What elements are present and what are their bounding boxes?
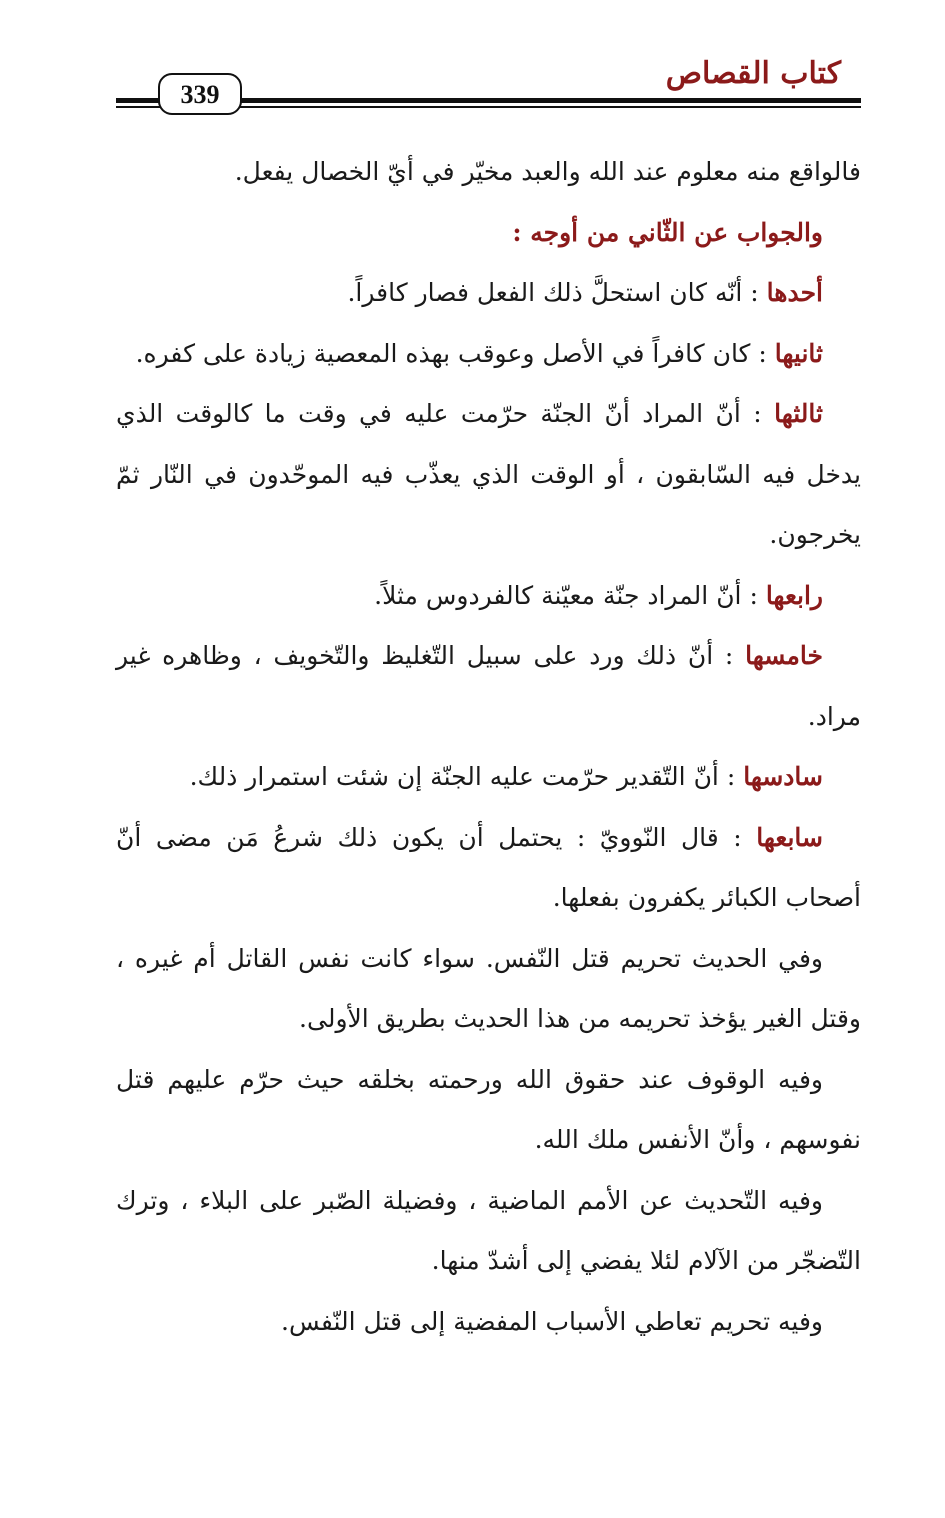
paragraph-text: : أنّه كان استحلَّ ذلك الفعل فصار كافراً. — [347, 278, 767, 307]
page-number: 339 — [158, 73, 242, 115]
paragraph-text: فالواقع منه معلوم عند الله والعبد مخيّر في أيّ الخصال يفعل. — [234, 157, 861, 186]
page-body — [116, 142, 861, 1352]
paragraph-text: : قال النّوويّ : يحتمل أن يكون ذلك شرعُ مَن مضى أنّ أصحاب الكبائر يكفرون بفعلها. — [116, 822, 861, 912]
item-label: رابعها — [765, 580, 823, 610]
paragraph-8 — [116, 808, 861, 929]
item-label: سابعها — [756, 822, 823, 852]
paragraph-6 — [116, 626, 861, 747]
paragraph-5 — [116, 566, 861, 627]
item-label: خامسها — [745, 641, 823, 670]
paragraph-10 — [116, 1050, 861, 1171]
paragraph-text: وفي الحديث تحريم قتل النّفس. سواء كانت نفس القاتل أم غيره ، وقتل الغير يؤخذ تحريمه من هذا الحديث بطريق الأولى. — [116, 943, 861, 1033]
paragraph-text: : أنّ التّقدير حرّمت عليه الجنّة إن شئت استمرار ذلك. — [189, 762, 744, 791]
paragraph-text: وفيه الوقوف عند حقوق الله ورحمته بخلقه حيث حرّم عليهم قتل نفوسهم ، وأنّ الأنفس ملك الله. — [116, 1064, 861, 1154]
item-label: ثانيها — [774, 338, 823, 368]
chapter-title: كتاب القصاص — [665, 56, 841, 91]
item-label: ثالثها — [774, 399, 823, 428]
paragraph-text: : أنّ ذلك ورد على سبيل التّغليظ والتّخويف ، وظاهره غير مراد. — [116, 641, 861, 731]
paragraph-text: : كان كافراً في الأصل وعوقب بهذه المعصية زيادة على كفره. — [135, 338, 775, 368]
paragraph-0 — [116, 142, 861, 203]
paragraph-text: وفيه تحريم تعاطي الأسباب المفضية إلى قتل النّفس. — [281, 1306, 823, 1336]
item-label: أحدها — [766, 278, 823, 307]
paragraph-4 — [116, 384, 861, 566]
section-heading: والجواب عن الثّاني من أوجه : — [512, 217, 823, 247]
paragraph-1 — [116, 203, 861, 264]
paragraph-3 — [116, 324, 861, 385]
paragraph-text: : أنّ المراد جنّة معيّنة كالفردوس مثلاً. — [374, 580, 766, 610]
paragraph-text: وفيه التّحديث عن الأمم الماضية ، وفضيلة الصّبر على البلاء ، وترك التّضجّر من الآلام لئلا يفضي إلى أشدّ منها. — [116, 1185, 861, 1275]
paragraph-9 — [116, 929, 861, 1050]
item-label: سادسها — [743, 762, 823, 791]
paragraph-text: : أنّ المراد أنّ الجنّة حرّمت عليه في وقت ما كالوقت الذي يدخل فيه السّابقون ، أو الوقت الذي يعذّب فيه الموحّدون في النّار ثمّ يخرجون. — [116, 399, 861, 549]
paragraph-7 — [116, 747, 861, 808]
paragraph-12 — [116, 1292, 861, 1353]
paragraph-11 — [116, 1171, 861, 1292]
paragraph-2 — [116, 263, 861, 324]
